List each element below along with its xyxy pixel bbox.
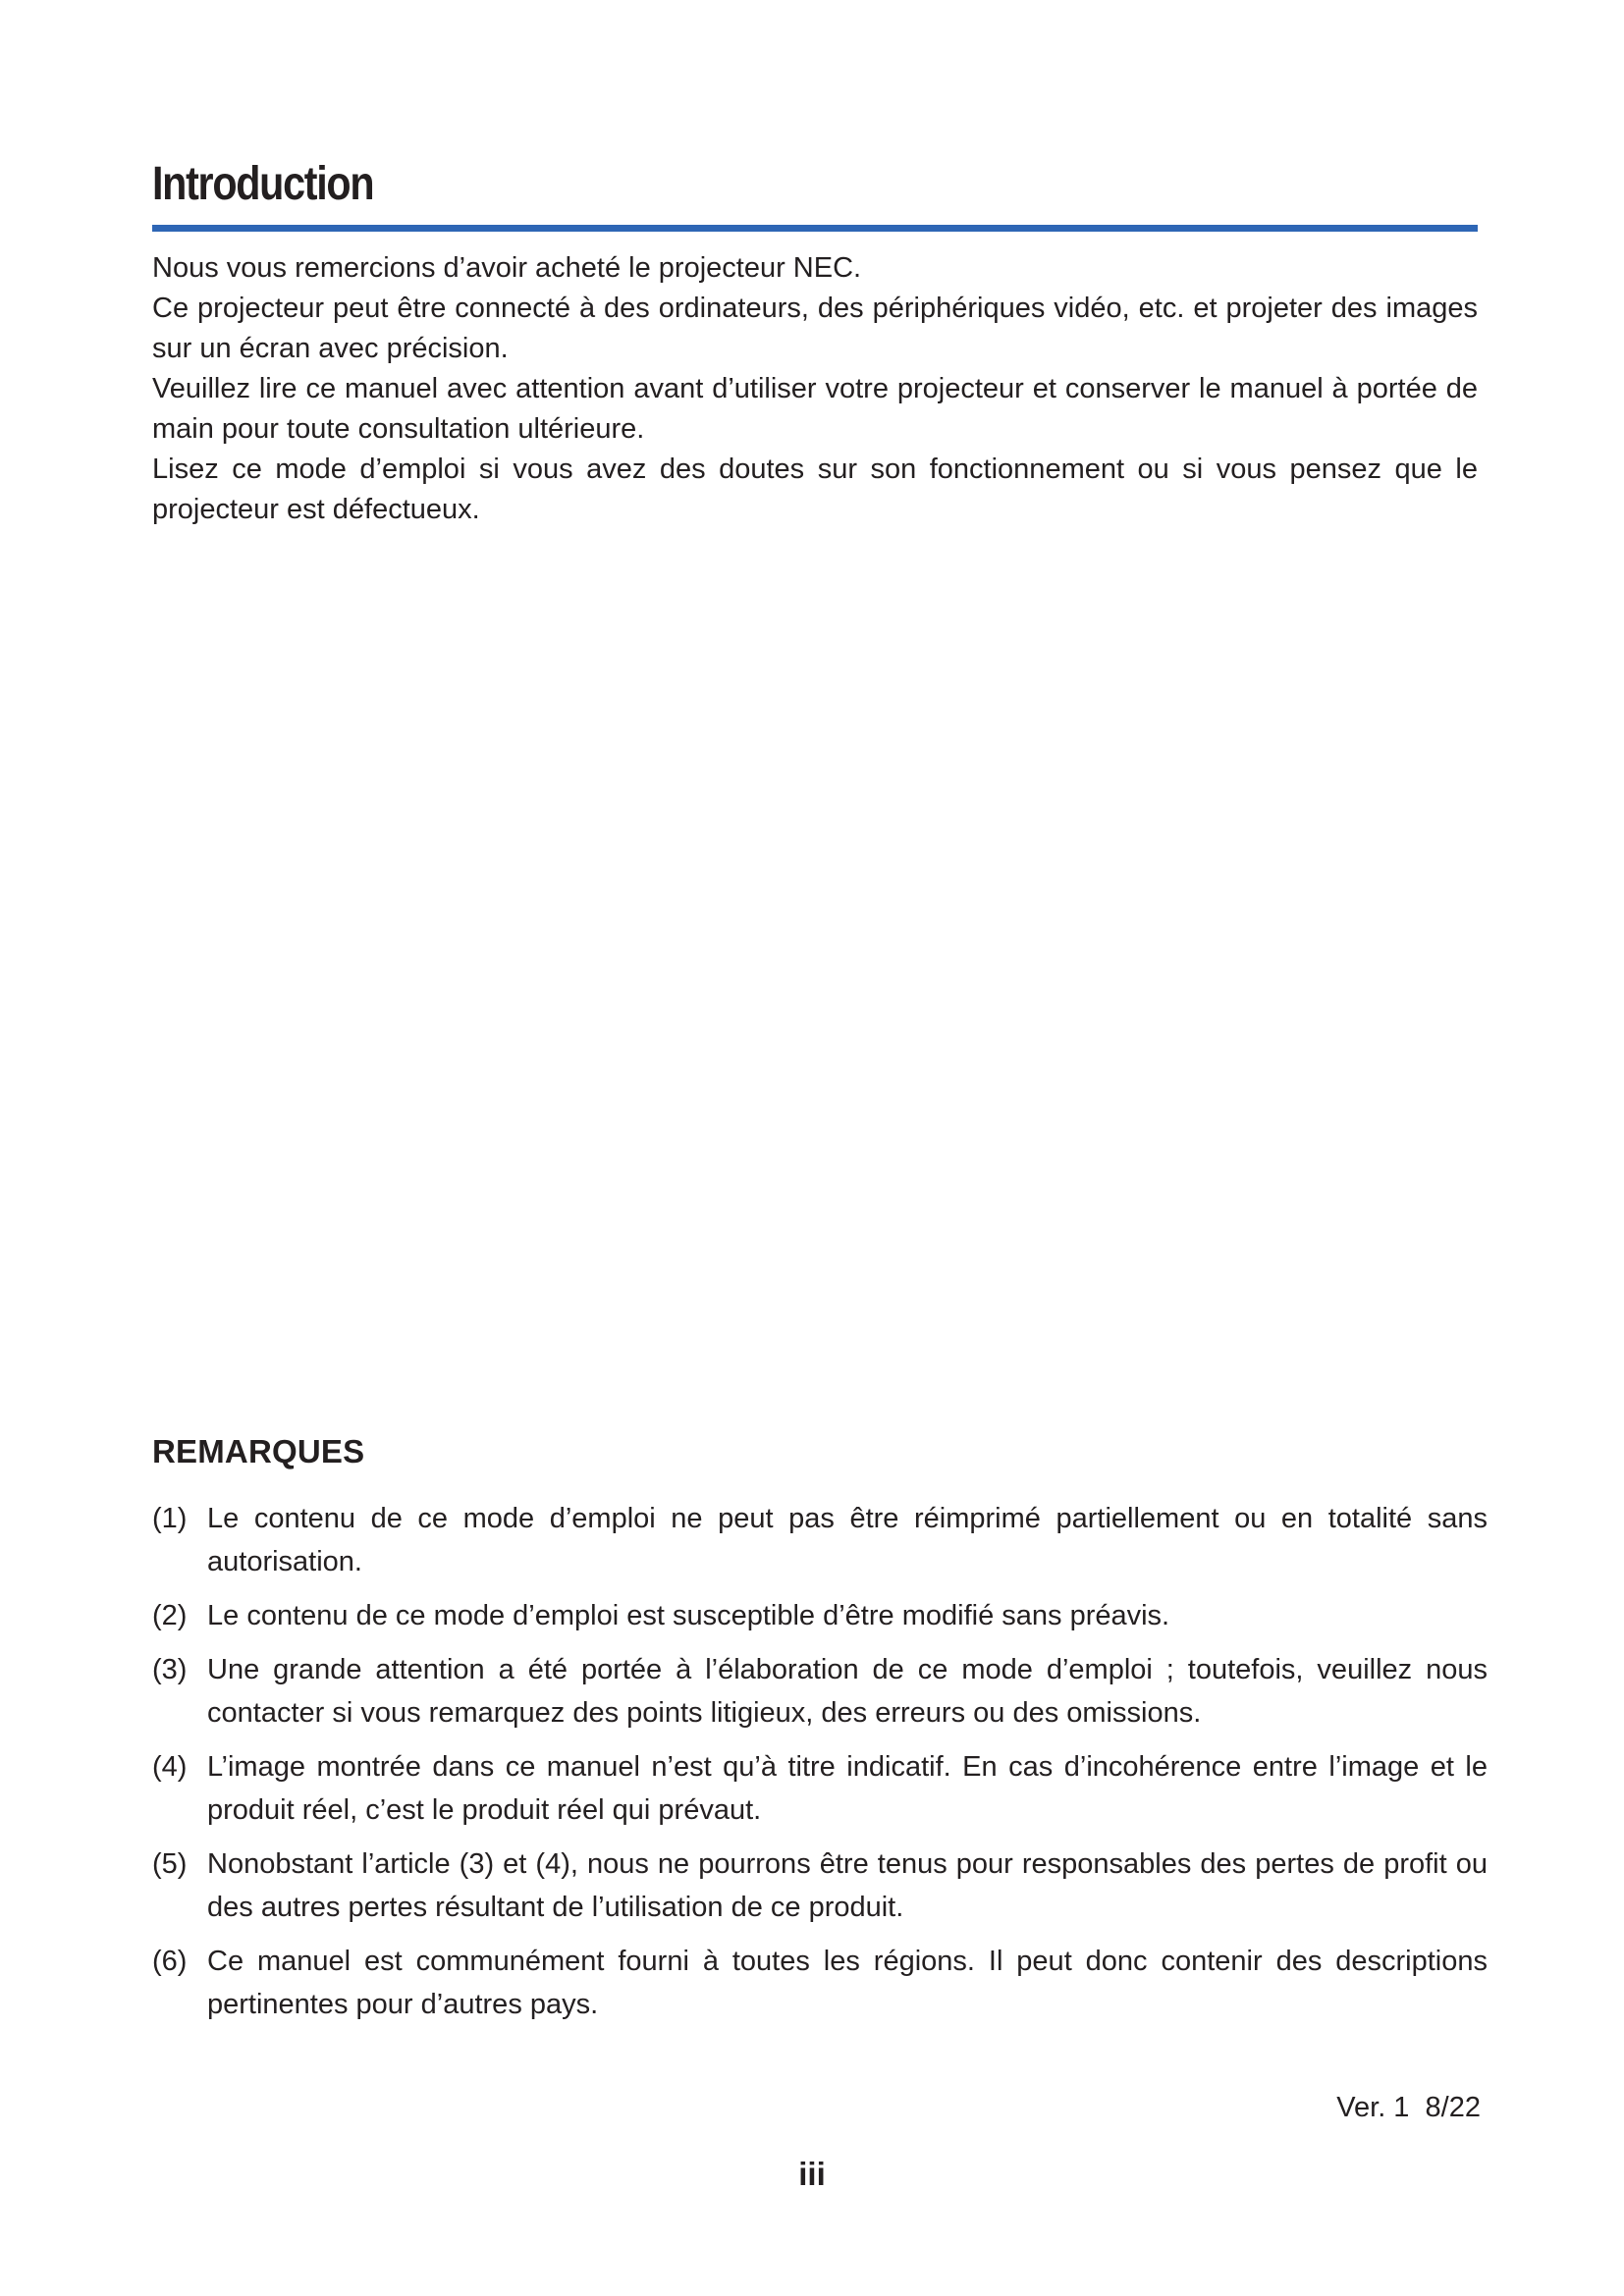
version-label: Ver. 1 8/22 — [1336, 2092, 1481, 2123]
intro-paragraph: Veuillez lire ce manuel avec attention avant d’utiliser votre projecteur et conserver le manuel à portée de main pour toute consultation ultérieure. — [152, 373, 1478, 445]
page-number: iii — [798, 2156, 826, 2192]
remark-item — [152, 1648, 1488, 1735]
remarks-heading: REMARQUES — [152, 1433, 365, 1469]
remark-number: (6) — [152, 1946, 188, 1977]
remark-text: Le contenu de ce mode d’emploi ne peut pas être réimprimé partiellement ou en totalité sans autorisation. — [207, 1503, 1488, 1577]
intro-section — [152, 248, 1478, 530]
remark-text: Ce manuel est communément fourni à toutes les régions. Il peut donc contenir des descriptions pertinentes pour d’autres pays. — [207, 1946, 1488, 2020]
intro-paragraph: Nous vous remercions d’avoir acheté le projecteur NEC. — [152, 252, 862, 284]
remark-text: Nonobstant l’article (3) et (4), nous ne pourrons être tenus pour responsables des pertes de profit ou des autres pertes résultant de l’utilisation de ce produit. — [207, 1848, 1488, 1923]
remark-item — [152, 1594, 1488, 1637]
page-title: Introduction — [152, 158, 374, 210]
remark-number: (3) — [152, 1654, 188, 1685]
remark-number: (2) — [152, 1600, 188, 1631]
remark-text: Une grande attention a été portée à l’élaboration de ce mode d’emploi ; toutefois, veuillez nous contacter si vous remarquez des points litigieux, des erreurs ou des omissions. — [207, 1654, 1488, 1729]
intro-paragraph: Lisez ce mode d’emploi si vous avez des doutes sur son fonctionnement ou si vous pensez que le projecteur est défectueux. — [152, 454, 1478, 525]
remark-number: (4) — [152, 1751, 188, 1783]
intro-paragraph: Ce projecteur peut être connecté à des ordinateurs, des périphériques vidéo, etc. et projeter des images sur un écran avec précision. — [152, 293, 1478, 364]
remark-item — [152, 1745, 1488, 1832]
title-divider — [152, 225, 1478, 232]
remark-text: Le contenu de ce mode d’emploi est susceptible d’être modifié sans préavis. — [207, 1600, 1170, 1631]
remark-number: (5) — [152, 1848, 188, 1880]
remark-item — [152, 1497, 1488, 1583]
remarks-list — [152, 1497, 1488, 2037]
remark-item — [152, 1940, 1488, 2026]
remark-text: L’image montrée dans ce manuel n’est qu’à titre indicatif. En cas d’incohérence entre l’image et le produit réel, c’est le produit réel qui prévaut. — [207, 1751, 1488, 1826]
remark-number: (1) — [152, 1503, 188, 1534]
remark-item — [152, 1842, 1488, 1929]
